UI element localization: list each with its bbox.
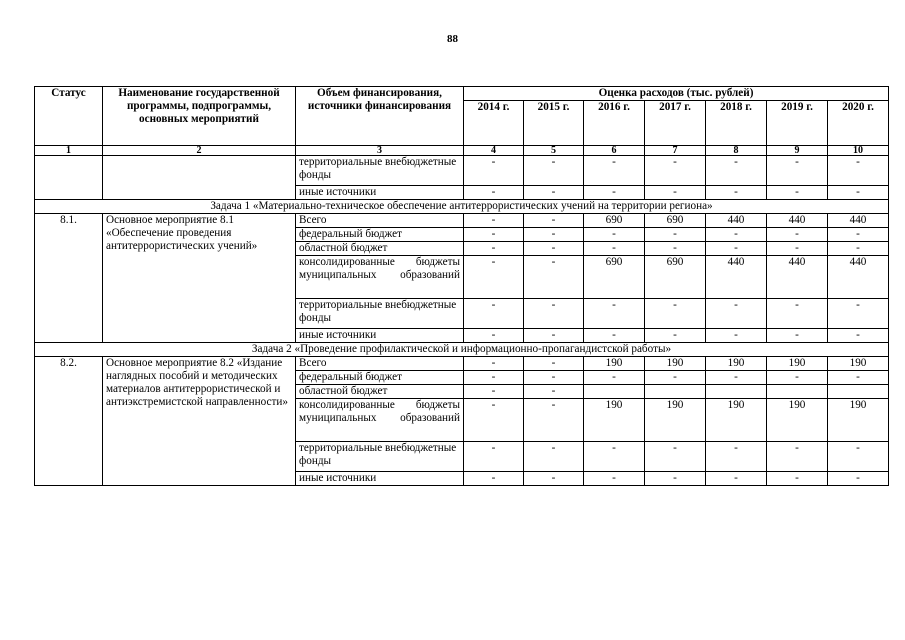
column-number: 7	[645, 146, 706, 156]
value-cell: 690	[645, 256, 706, 299]
financing-source: областной бюджет	[296, 242, 464, 256]
value-cell: 190	[645, 399, 706, 442]
financing-source: областной бюджет	[296, 385, 464, 399]
value-cell	[706, 385, 767, 399]
header-year: 2014 г.	[464, 101, 524, 146]
financing-source: территориальные внебюджетные фонды	[296, 299, 464, 329]
value-cell: -	[584, 371, 645, 385]
value-cell: -	[464, 186, 524, 200]
value-cell: -	[645, 299, 706, 329]
value-cell: -	[645, 228, 706, 242]
value-cell: -	[828, 442, 889, 472]
value-cell: -	[524, 299, 584, 329]
value-cell: -	[828, 371, 889, 385]
value-cell: -	[767, 329, 828, 343]
value-cell: 190	[767, 357, 828, 371]
value-cell: -	[645, 156, 706, 186]
value-cell: -	[645, 329, 706, 343]
value-cell: -	[767, 442, 828, 472]
value-cell: -	[584, 186, 645, 200]
value-cell: -	[524, 442, 584, 472]
column-number: 10	[828, 146, 889, 156]
column-number: 2	[103, 146, 296, 156]
value-cell: -	[645, 472, 706, 486]
task-title: Задача 1 «Материально-техническое обеспечение антитеррористических учений на территории региона»	[35, 200, 889, 214]
header-estimate: Оценка расходов (тыс. рублей)	[464, 87, 889, 101]
name-cell: Основное мероприятие 8.2 «Издание наглядных пособий и методических материалов антитеррористической и антиэкстремистской направленности»	[103, 357, 296, 486]
column-number: 1	[35, 146, 103, 156]
value-cell: -	[706, 329, 767, 343]
value-cell: -	[828, 228, 889, 242]
value-cell	[584, 385, 645, 399]
column-number: 9	[767, 146, 828, 156]
value-cell: -	[464, 228, 524, 242]
task-title: Задача 2 «Проведение профилактической и информационно-пропагандистской работы»	[35, 343, 889, 357]
name-cell: Основное мероприятие 8.1 «Обеспечение проведения антитеррористических учений»	[103, 214, 296, 343]
value-cell: -	[767, 186, 828, 200]
value-cell: 190	[584, 357, 645, 371]
column-number: 6	[584, 146, 645, 156]
value-cell: 690	[645, 214, 706, 228]
value-cell: 190	[645, 357, 706, 371]
value-cell: 440	[767, 256, 828, 299]
header-status: Статус	[35, 87, 103, 146]
value-cell: -	[464, 329, 524, 343]
value-cell: 690	[584, 214, 645, 228]
financing-source: иные источники	[296, 329, 464, 343]
value-cell: -	[464, 156, 524, 186]
value-cell: -	[584, 156, 645, 186]
value-cell: 190	[828, 357, 889, 371]
status-cell: 8.2.	[35, 357, 103, 486]
value-cell: -	[524, 228, 584, 242]
value-cell: -	[464, 357, 524, 371]
value-cell: -	[584, 329, 645, 343]
column-number: 8	[706, 146, 767, 156]
value-cell: -	[524, 371, 584, 385]
financing-source: территориальные внебюджетные фонды	[296, 156, 464, 186]
value-cell: -	[645, 186, 706, 200]
value-cell: -	[828, 156, 889, 186]
header-year: 2017 г.	[645, 101, 706, 146]
value-cell: -	[706, 242, 767, 256]
value-cell: -	[584, 472, 645, 486]
financing-table	[34, 86, 889, 486]
value-cell: -	[828, 242, 889, 256]
financing-source: Всего	[296, 357, 464, 371]
value-cell: 440	[706, 256, 767, 299]
value-cell: -	[464, 472, 524, 486]
value-cell: -	[767, 242, 828, 256]
value-cell: -	[828, 186, 889, 200]
value-cell	[828, 385, 889, 399]
value-cell: -	[767, 156, 828, 186]
value-cell: -	[584, 299, 645, 329]
header-name: Наименование государственной программы, подпрограммы, основных мероприятий	[103, 87, 296, 146]
column-number: 5	[524, 146, 584, 156]
value-cell: 190	[706, 399, 767, 442]
value-cell: -	[464, 214, 524, 228]
value-cell: -	[828, 329, 889, 343]
value-cell: 440	[767, 214, 828, 228]
value-cell: -	[706, 371, 767, 385]
column-number: 4	[464, 146, 524, 156]
value-cell: -	[828, 472, 889, 486]
value-cell: 440	[828, 214, 889, 228]
value-cell: -	[524, 329, 584, 343]
value-cell: -	[767, 472, 828, 486]
value-cell: -	[524, 472, 584, 486]
financing-source: иные источники	[296, 186, 464, 200]
value-cell: 690	[584, 256, 645, 299]
value-cell: -	[524, 256, 584, 299]
value-cell: -	[645, 442, 706, 472]
header-year: 2015 г.	[524, 101, 584, 146]
table-row	[35, 357, 889, 371]
table-row	[35, 156, 889, 186]
value-cell: -	[645, 242, 706, 256]
value-cell: -	[524, 357, 584, 371]
header-year: 2019 г.	[767, 101, 828, 146]
column-numbers-row	[35, 146, 889, 156]
value-cell: 190	[767, 399, 828, 442]
value-cell: -	[464, 442, 524, 472]
financing-source: Всего	[296, 214, 464, 228]
status-cell	[35, 156, 103, 200]
page-number: 88	[447, 33, 458, 45]
value-cell	[645, 385, 706, 399]
value-cell: -	[464, 242, 524, 256]
header-row	[35, 87, 889, 101]
value-cell: -	[464, 256, 524, 299]
header-year: 2020 г.	[828, 101, 889, 146]
value-cell: -	[584, 228, 645, 242]
financing-source: консолидированные бюджеты муниципальных образований	[296, 256, 464, 299]
task-row	[35, 343, 889, 357]
value-cell: -	[584, 242, 645, 256]
value-cell: -	[464, 399, 524, 442]
value-cell: 440	[828, 256, 889, 299]
financing-source: федеральный бюджет	[296, 228, 464, 242]
header-year: 2018 г.	[706, 101, 767, 146]
financing-source: иные источники	[296, 472, 464, 486]
value-cell: -	[464, 385, 524, 399]
value-cell: -	[464, 371, 524, 385]
value-cell: -	[706, 228, 767, 242]
value-cell: -	[828, 299, 889, 329]
financing-source: консолидированные бюджеты муниципальных образований	[296, 399, 464, 442]
value-cell: -	[706, 156, 767, 186]
task-row	[35, 200, 889, 214]
value-cell: -	[524, 156, 584, 186]
value-cell: -	[706, 472, 767, 486]
value-cell: -	[706, 299, 767, 329]
table-row	[35, 214, 889, 228]
value-cell	[767, 385, 828, 399]
value-cell: -	[524, 186, 584, 200]
value-cell: -	[706, 186, 767, 200]
value-cell: 190	[828, 399, 889, 442]
value-cell: 190	[706, 357, 767, 371]
value-cell: -	[524, 242, 584, 256]
header-year: 2016 г.	[584, 101, 645, 146]
financing-source: федеральный бюджет	[296, 371, 464, 385]
value-cell: -	[767, 228, 828, 242]
value-cell: -	[524, 399, 584, 442]
value-cell: -	[524, 385, 584, 399]
value-cell: -	[706, 442, 767, 472]
value-cell: -	[767, 299, 828, 329]
value-cell: 440	[706, 214, 767, 228]
status-cell: 8.1.	[35, 214, 103, 343]
value-cell: -	[524, 214, 584, 228]
value-cell: -	[645, 371, 706, 385]
header-financing: Объем финансирования, источники финансирования	[296, 87, 464, 146]
value-cell: -	[767, 371, 828, 385]
financing-source: территориальные внебюджетные фонды	[296, 442, 464, 472]
value-cell: -	[584, 442, 645, 472]
name-cell	[103, 156, 296, 200]
value-cell: 190	[584, 399, 645, 442]
value-cell: -	[464, 299, 524, 329]
column-number: 3	[296, 146, 464, 156]
